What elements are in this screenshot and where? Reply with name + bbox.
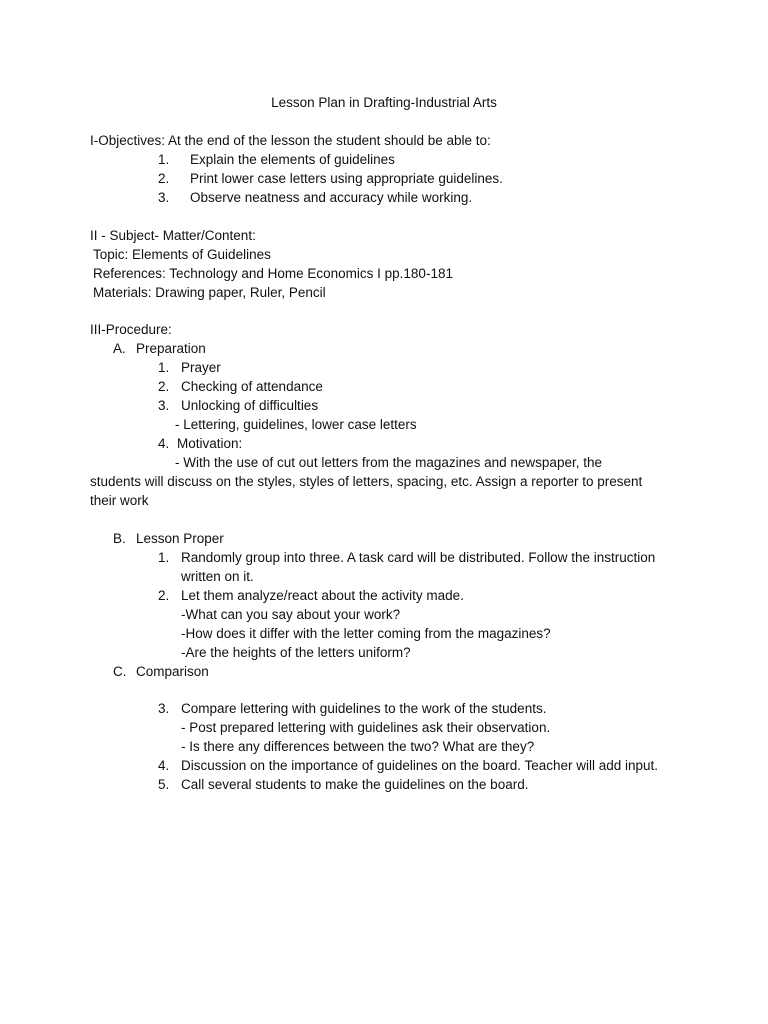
section-comparison-label: Comparison (136, 664, 209, 679)
objective-item: Observe neatness and accuracy while working. (190, 190, 473, 205)
section-letter: A. (113, 341, 126, 356)
step-item: Checking of attendance (181, 379, 323, 394)
section-lesson-proper-label: Lesson Proper (136, 531, 224, 546)
section-letter: C. (113, 664, 127, 679)
step-item: Call several students to make the guidelines on the board. (181, 777, 529, 792)
step-item: Randomly group into three. A task card will be distributed. Follow the instruction (181, 550, 656, 565)
objective-item: Explain the elements of guidelines (190, 152, 395, 167)
document-title: Lesson Plan in Drafting-Industrial Arts (271, 95, 497, 110)
topic-line: Topic: Elements of Guidelines (93, 247, 271, 262)
difficulties-subitem: - Lettering, guidelines, lower case letters (175, 417, 417, 432)
comparison-subitem: - Post prepared lettering with guidelines ask their observation. (181, 720, 551, 735)
question-line: -Are the heights of the letters uniform? (181, 645, 411, 660)
references-line: References: Technology and Home Economics I pp.180-181 (93, 266, 453, 281)
step-item: Prayer (181, 360, 221, 375)
step-number: 4. (158, 758, 170, 773)
objective-number: 2. (158, 171, 170, 186)
motivation-text: - With the use of cut out letters from the magazines and newspaper, the (175, 455, 602, 470)
motivation-label: Motivation: (177, 436, 243, 451)
objectives-heading: I-Objectives: At the end of the lesson the student should be able to: (90, 133, 491, 148)
step-item: Let them analyze/react about the activity made. (181, 588, 464, 603)
section-preparation-label: Preparation (136, 341, 206, 356)
objective-number: 3. (158, 190, 170, 205)
step-number: 4. (158, 436, 170, 451)
step-item: Discussion on the importance of guidelines on the board. Teacher will add input. (181, 758, 659, 773)
step-item: Compare lettering with guidelines to the work of the students. (181, 701, 547, 716)
objective-item: Print lower case letters using appropriate guidelines. (190, 171, 503, 186)
step-number: 1. (158, 550, 170, 565)
step-item-continued: written on it. (181, 569, 254, 584)
step-number: 2. (158, 588, 170, 603)
question-line: -How does it differ with the letter coming from the magazines? (181, 626, 551, 641)
question-line: -What can you say about your work? (181, 607, 401, 622)
motivation-text: students will discuss on the styles, styles of letters, spacing, etc. Assign a reporter to present (90, 474, 643, 489)
step-number: 3. (158, 701, 170, 716)
step-number: 2. (158, 379, 170, 394)
subject-matter-heading: II - Subject- Matter/Content: (90, 228, 256, 243)
step-number: 3. (158, 398, 170, 413)
section-letter: B. (113, 531, 126, 546)
step-item: Unlocking of difficulties (181, 398, 319, 413)
materials-line: Materials: Drawing paper, Ruler, Pencil (93, 285, 326, 300)
step-number: 1. (158, 360, 170, 375)
procedure-heading: III-Procedure: (90, 322, 172, 337)
comparison-subitem: - Is there any differences between the two? What are they? (181, 739, 535, 754)
objective-number: 1. (158, 152, 170, 167)
motivation-text: their work (90, 493, 149, 508)
step-number: 5. (158, 777, 170, 792)
